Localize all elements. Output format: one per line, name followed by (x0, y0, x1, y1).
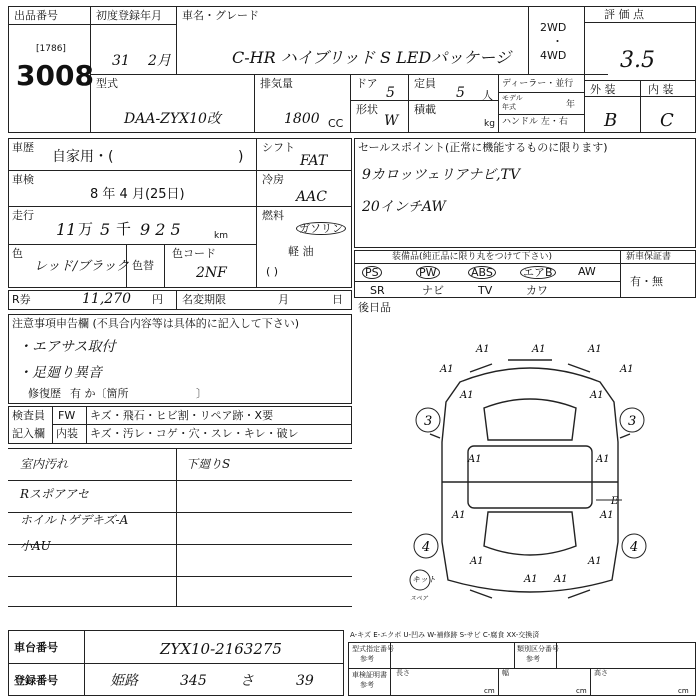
color-code-value: 2NF (196, 265, 227, 281)
score-value: 3.5 (620, 48, 655, 73)
damage-mark: A1 (460, 390, 474, 401)
interior-items: キズ・汚レ・コゲ・穴・スレ・キレ・破レ (90, 427, 299, 440)
equipment-item-6: SR (370, 284, 385, 297)
exterior-grade: B (604, 110, 618, 131)
inspector-label2: 記入欄 (12, 427, 45, 440)
dealer-label: ディーラー・並行 (502, 79, 574, 89)
drive-2wd: 2WD (540, 21, 567, 34)
model-value: DAA-ZYX10改 (124, 111, 221, 127)
mileage-man: 11 (56, 220, 77, 239)
vehicle-cert-label1: 車検証明書 (352, 671, 387, 679)
remark-right: 下廻りS (186, 457, 231, 471)
width-label: 幅 (502, 669, 509, 677)
notes-label: 注意事項申告欄 (不具合内容等は具体的に記入して下さい) (12, 317, 300, 330)
fuel-gas: ガソリン (296, 222, 346, 235)
damage-mark: A1 (600, 510, 614, 521)
lot-sub: [1786] (36, 44, 66, 54)
mileage-sen-prefix: 5 (100, 220, 111, 239)
inspection-label: 車検 (12, 173, 34, 186)
drive-4wd: 4WD (540, 49, 567, 62)
car-name: C-HR ハイブリッド S LEDパッケージ (232, 48, 511, 67)
model-year-label1: モデル (502, 94, 523, 102)
fw-items: キズ・飛石・ヒビ割・リペア跡・X要 (90, 409, 274, 422)
damage-mark: A1 (440, 364, 454, 375)
recycle-frame (8, 290, 352, 310)
repair-label: 修復歴 (28, 387, 61, 400)
type-cert-label1: 型式指定番号 (352, 645, 394, 653)
remark-line4: 小AU (20, 539, 51, 553)
length-label: 長さ (396, 669, 410, 677)
damage-mark: A1 (532, 344, 546, 355)
ac-label: 冷房 (262, 173, 284, 186)
car-damage-diagram (400, 342, 660, 602)
repair-close: 〕 (196, 387, 207, 400)
ac-value: AAC (296, 189, 327, 205)
shift-value: FAT (300, 153, 328, 169)
vehicle-cert-label2: 参考 (360, 681, 374, 689)
name-change-month: 月 (278, 293, 289, 306)
color-label: 色 (12, 247, 23, 260)
notes-line2: ・足廻り異音 (18, 365, 102, 381)
damage-mark: A1 (452, 510, 466, 521)
drive-dot: ・ (552, 35, 563, 48)
shape-value: W (384, 113, 399, 129)
damage-legend: A-キズ E-エクボ U-凹み W-補修跡 S-サビ C-腐食 XX-交換済 (350, 631, 540, 639)
mileage-label: 走行 (12, 209, 34, 222)
type-cert-label2: 参考 (360, 655, 374, 663)
equipment-item-4: エアB (520, 266, 556, 279)
reg-kana: さ (240, 673, 254, 689)
model-year-label2: 年式 (502, 103, 516, 111)
door-label: ドア (356, 77, 378, 90)
tire-grade: 4 (422, 540, 431, 555)
capacity-unit: 人 (482, 89, 493, 102)
remark-line1: 室内汚れ (20, 457, 69, 471)
name-change-day: 日 (332, 293, 343, 306)
tire-grade: 3 (424, 414, 433, 429)
load-label: 積載 (414, 103, 436, 116)
warranty-label: 新車保証書 (626, 252, 672, 262)
notes-line1: ・エアサス取付 (18, 339, 116, 355)
fuel-diesel: 軽 油 (288, 245, 314, 258)
reg-num: 39 (296, 673, 314, 689)
tire-grade: 4 (630, 540, 639, 555)
color-value: レッド/ブラック (34, 259, 129, 274)
equipment-item-5: AW (578, 265, 596, 278)
damage-mark: A1 (524, 574, 538, 585)
header-frame (8, 6, 696, 133)
damage-mark: A1 (554, 574, 568, 585)
lot-number: 3008 (16, 59, 94, 92)
handle-label: ハンドル 左・右 (502, 117, 568, 127)
history-close: ) (238, 149, 244, 165)
color-change-label: 色替 (132, 259, 154, 272)
name-change-label: 名変期限 (182, 293, 226, 306)
remark-line2: Rスポアアセ (20, 487, 89, 501)
shift-label: シフト (262, 141, 295, 154)
mileage-sen-unit: 千 (116, 220, 132, 238)
color-code-label: 色コード (172, 247, 216, 260)
damage-marks (439, 344, 637, 585)
damage-mark: A1 (596, 454, 610, 465)
height-cm: cm (678, 687, 689, 695)
displacement-value: 1800 (284, 111, 320, 127)
km-unit: km (214, 231, 228, 241)
first-reg-month: 2月 (148, 53, 171, 69)
first-reg-year: 31 (112, 53, 130, 69)
displacement-label: 排気量 (260, 77, 293, 90)
fuel-label: 燃料 (262, 209, 284, 222)
recycle-unit: 円 (152, 293, 163, 306)
equipment-item-2: PW (416, 266, 440, 279)
chassis-label: 車台番号 (14, 641, 58, 654)
cc-unit: CC (328, 117, 344, 130)
width-cm: cm (576, 687, 587, 695)
repair-value: 有 か〔箇所 (70, 387, 129, 400)
score-label: 評 価 点 (604, 8, 644, 21)
damage-mark: A1 (476, 344, 490, 355)
kit-label: キット (412, 575, 436, 584)
reg-label: 登録番号 (14, 674, 58, 687)
exterior-label: 外 装 (590, 83, 616, 96)
remark-line3: ホイルトゲデキズ-A (20, 513, 129, 527)
damage-mark: A1 (620, 364, 634, 375)
damage-mark: A1 (588, 344, 602, 355)
length-cm: cm (484, 687, 495, 695)
height-label: 高さ (594, 669, 608, 677)
damage-mark: A1 (468, 454, 482, 465)
class-label1: 類別区分番号 (517, 645, 559, 653)
equipment-item-7: ナビ (422, 284, 444, 297)
side-mark: E (611, 496, 619, 507)
equipment-item-8: TV (478, 284, 493, 297)
fuel-paren: ( ) (266, 265, 279, 278)
damage-mark: A1 (590, 390, 604, 401)
recycle-label: R券 (12, 293, 31, 306)
capacity-value: 5 (456, 85, 465, 101)
inspection-value: 8 年 4 月(25日) (90, 187, 185, 202)
selling-points-label: セールスポイント(正常に機能するものに限ります) (358, 141, 608, 154)
fw-label: FW (58, 409, 76, 422)
reg-class: 345 (180, 673, 207, 689)
damage-mark: A1 (588, 556, 602, 567)
mileage-rest: 9 2 5 (140, 220, 181, 239)
after-day-label: 後日品 (358, 301, 391, 314)
equipment-item-1: PS (362, 266, 382, 279)
spare-label: スペア (410, 595, 429, 602)
chassis-value: ZYX10-2163275 (160, 640, 282, 658)
equipment-item-9: カワ (526, 284, 548, 297)
selling-point-2: 20インチAW (362, 199, 446, 215)
selling-point-1: 9カロッツェリアナビ,TV (362, 167, 520, 183)
load-unit: kg (484, 119, 495, 129)
inspector-label1: 検査員 (12, 409, 45, 422)
lot-label: 出品番号 (14, 9, 58, 22)
interior-insp-label: 内装 (56, 427, 78, 440)
warranty-value: 有・無 (630, 275, 663, 288)
shape-label: 形状 (356, 103, 378, 116)
capacity-label: 定員 (414, 77, 436, 90)
class-label2: 参考 (526, 655, 540, 663)
car-name-label: 車名・グレード (182, 9, 259, 22)
door-value: 5 (386, 85, 395, 101)
selling-points-frame (354, 138, 696, 248)
year-unit: 年 (566, 100, 576, 110)
mileage-man-unit: 万 (78, 220, 94, 238)
equipment-label: 装備品(純正品に限り丸をつけて下さい) (392, 252, 553, 262)
recycle-value: 11,270 (82, 291, 131, 307)
interior-label: 内 装 (648, 83, 674, 96)
interior-grade: C (660, 110, 674, 131)
model-label: 型式 (96, 77, 118, 90)
tire-marks (414, 408, 646, 558)
reg-area: 姫路 (110, 673, 138, 689)
history-value: 自家用・( (52, 149, 114, 165)
first-reg-label: 初度登録年月 (96, 9, 162, 22)
history-label: 車歴 (12, 141, 34, 154)
equipment-item-3: ABS (468, 266, 496, 279)
tire-grade: 3 (628, 414, 637, 429)
damage-mark: A1 (470, 556, 484, 567)
